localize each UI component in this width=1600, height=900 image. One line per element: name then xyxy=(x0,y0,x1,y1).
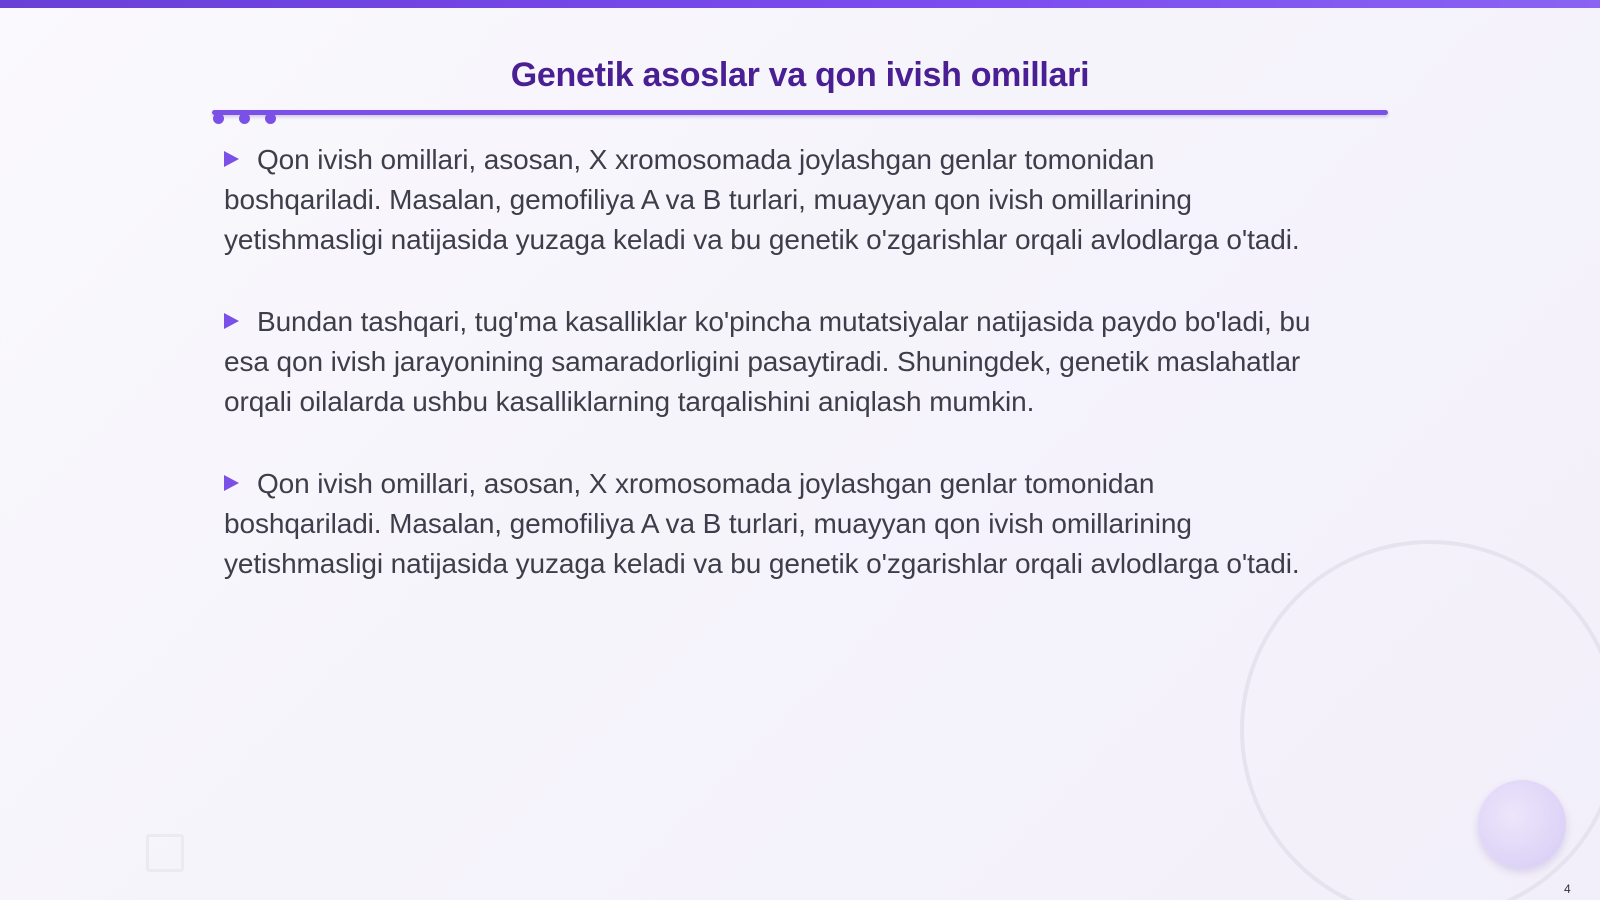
top-accent-bar xyxy=(0,0,1600,8)
decorative-bubble xyxy=(1478,780,1566,868)
slide-body xyxy=(224,140,1314,626)
title-underline xyxy=(212,110,1388,115)
bullet-paragraph xyxy=(224,464,1314,584)
slide-title: Genetik asoslar va qon ivish omillari xyxy=(510,56,1090,94)
decorative-dot xyxy=(265,113,276,124)
bullet-paragraph xyxy=(224,302,1314,422)
page-number: 4 xyxy=(1564,882,1571,896)
decorative-dot xyxy=(239,113,250,124)
triangle-right-icon xyxy=(224,151,239,167)
decorative-dot xyxy=(213,113,224,124)
decorative-square xyxy=(146,834,184,872)
triangle-right-icon xyxy=(224,313,239,329)
bullet-paragraph xyxy=(224,140,1314,260)
paragraph-text: Qon ivish omillari, asosan, X xromosomada joylashgan genlar tomonidan boshqariladi. Masalan, gemofiliya A va B turlari, muayyan qon ivish omillarining yetishmasligi natijasida yuzaga keladi va bu genetik o'zgarishlar orqali avlodlarga o'tadi. xyxy=(224,144,1300,255)
triangle-right-icon xyxy=(224,475,239,491)
paragraph-text: Bundan tashqari, tug'ma kasalliklar ko'pincha mutatsiyalar natijasida paydo bo'ladi, bu esa qon ivish jarayonining samaradorligini pasaytiradi. Shuningdek, genetik maslahatlar orqali oilalarda ushbu kasalliklarning tarqalishini aniqlash mumkin. xyxy=(224,306,1311,417)
paragraph-text: Qon ivish omillari, asosan, X xromosomada joylashgan genlar tomonidan boshqariladi. Masalan, gemofiliya A va B turlari, muayyan qon ivish omillarining yetishmasligi natijasida yuzaga keladi va bu genetik o'zgarishlar orqali avlodlarga o'tadi. xyxy=(224,468,1300,579)
